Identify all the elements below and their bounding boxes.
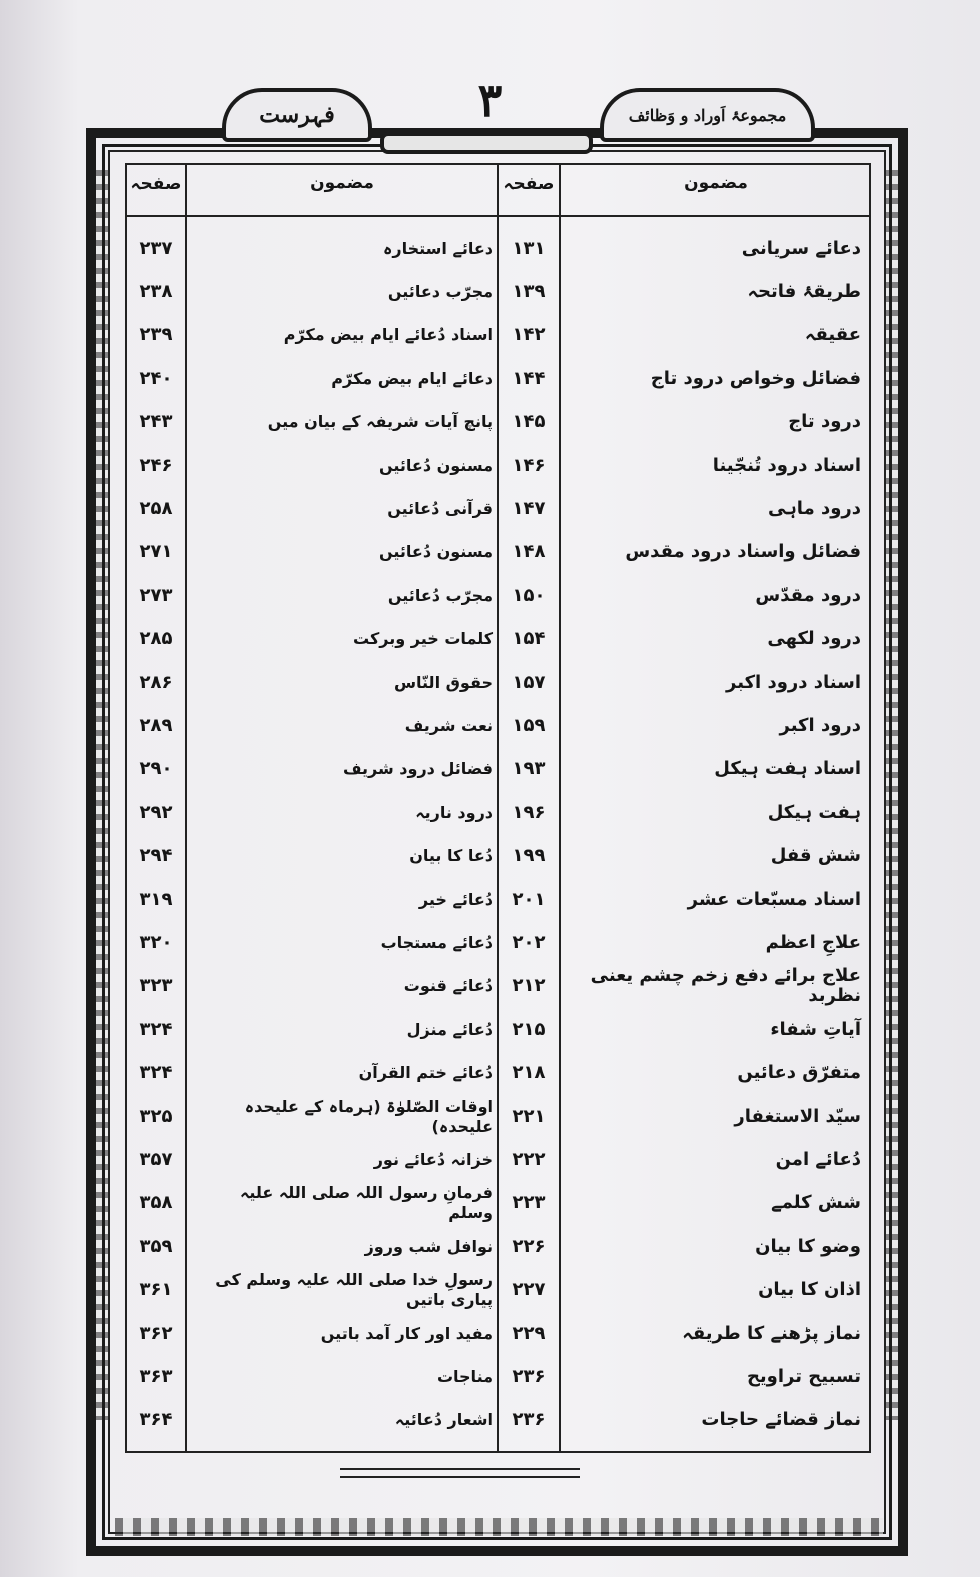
right-topic: طریقۂ فاتحہ <box>747 280 861 302</box>
left-topic: مجرّب دعائیں <box>387 281 493 301</box>
left-topic: رسولِ خدا صلی اللہ علیہ وسلم کی پیاری باتیں <box>215 1270 493 1310</box>
right-topic: اسناد ہفت ہیکل <box>714 758 861 780</box>
left-topic: کلمات خیر وبرکت <box>353 629 493 649</box>
left-page-number: ۲۹۲ <box>139 801 173 823</box>
right-topic: فضائل واسناد درود مقدس <box>625 541 861 563</box>
right-page-number: ۱۳۹ <box>512 280 546 302</box>
left-page-number: ۲۹۰ <box>139 758 173 780</box>
right-topic: درود مقدّس <box>755 584 861 606</box>
right-topic: شش کلمے <box>771 1192 861 1214</box>
right-page-number: ۱۵۹ <box>512 714 546 736</box>
right-page-number: ۱۴۲ <box>512 324 546 346</box>
table-row <box>127 704 869 747</box>
left-page-number: ۲۸۶ <box>139 671 173 693</box>
right-topic-header: مضمون <box>684 173 748 193</box>
left-page-number: ۳۲۴ <box>139 1062 173 1084</box>
left-page-number: ۲۳۸ <box>139 280 173 302</box>
left-topic: مناجات <box>436 1366 493 1386</box>
book-title: مجموعۂ اَوراد و وَظائف <box>600 88 815 142</box>
right-page-number: ۱۹۹ <box>512 845 546 867</box>
right-topic: آیاتِ شفاء <box>770 1018 861 1040</box>
table-row <box>127 618 869 661</box>
right-page-number: ۱۵۰ <box>512 584 546 606</box>
left-page-number: ۳۶۱ <box>139 1279 173 1301</box>
table-row <box>127 227 869 270</box>
left-topic: مفید اور کار آمد باتیں <box>320 1323 493 1343</box>
left-topic: اوقات الصّلوٰۃ (ہرماہ کے علیحدہ علیحدہ) <box>244 1096 493 1136</box>
right-topic: فضائل وخواص درود تاج <box>650 367 861 389</box>
left-topic: نعت شریف <box>404 715 493 735</box>
right-topic: درود ماہی <box>768 497 861 519</box>
left-topic: نوافل شب وروز <box>364 1236 493 1256</box>
left-topic: دُعائے ختم القرآن <box>358 1063 493 1083</box>
table-row <box>127 791 869 834</box>
right-page-number: ۱۴۷ <box>512 497 546 519</box>
right-page-number: ۱۹۳ <box>512 758 546 780</box>
header-ornament-bar <box>380 132 593 154</box>
left-topic: دُعا کا بیان <box>409 846 493 866</box>
right-topic: درود تاج <box>788 411 861 433</box>
contents-table <box>125 163 871 1453</box>
left-topic: پانچ آیات شریفہ کے بیان میں <box>267 412 493 432</box>
left-page-number: ۲۸۵ <box>139 628 173 650</box>
right-topic: اذان کا بیان <box>758 1279 861 1301</box>
right-page-number: ۲۲۶ <box>512 1235 546 1257</box>
right-topic: نماز پڑھنے کا طریقہ <box>682 1322 861 1344</box>
footer-ornament <box>340 1468 580 1478</box>
left-page-number: ۳۵۷ <box>139 1148 173 1170</box>
left-page-number: ۲۴۰ <box>139 367 173 389</box>
left-page-number: ۲۳۷ <box>139 237 173 259</box>
left-topic: دعائے استخارہ <box>383 238 493 258</box>
left-page-number: ۲۳۹ <box>139 324 173 346</box>
left-topic: قرآنی دُعائیں <box>387 498 493 518</box>
right-topic: اسناد درود تُنجّینا <box>712 454 861 476</box>
right-page-number: ۲۱۵ <box>512 1018 546 1040</box>
right-topic: نماز قضائے حاجات <box>701 1409 861 1431</box>
right-page-number: ۲۱۸ <box>512 1062 546 1084</box>
table-row <box>127 531 869 574</box>
left-page-number: ۳۱۹ <box>139 888 173 910</box>
right-page-number: ۱۵۷ <box>512 671 546 693</box>
left-topic: دُعائے مستجاب <box>380 932 493 952</box>
right-topic: اسناد درود اکبر <box>726 671 861 693</box>
table-row <box>127 1355 869 1398</box>
left-page-number: ۳۵۹ <box>139 1235 173 1257</box>
left-page-number: ۳۲۰ <box>139 931 173 953</box>
table-row <box>127 444 869 487</box>
page-number: ۳ <box>477 73 503 127</box>
table-row <box>127 270 869 313</box>
table-row <box>127 487 869 530</box>
table-row <box>127 1008 869 1051</box>
left-topic-header: مضمون <box>310 173 374 193</box>
left-page-number: ۳۲۳ <box>139 975 173 997</box>
right-topic: تسبیح تراویح <box>746 1365 861 1387</box>
table-row <box>127 1182 869 1225</box>
left-page-number: ۳۶۳ <box>139 1365 173 1387</box>
table-row <box>127 1052 869 1095</box>
left-topic: حقوق النّاس <box>393 672 493 692</box>
right-topic: دعائے سریانی <box>741 237 861 259</box>
left-page-number: ۳۲۴ <box>139 1018 173 1040</box>
table-row <box>127 878 869 921</box>
right-page-number: ۱۴۵ <box>512 411 546 433</box>
left-topic: اسناد دُعائے ایام بیض مکرّم <box>283 325 493 345</box>
right-topic: دُعائے امن <box>775 1148 861 1170</box>
left-page-header: صفحہ <box>130 174 182 194</box>
left-topic: فضائل درود شریف <box>342 759 493 779</box>
right-page-number: ۲۲۲ <box>512 1148 546 1170</box>
left-topic: اشعار دُعائیہ <box>394 1410 493 1430</box>
table-row <box>127 1225 869 1268</box>
left-page-number: ۳۶۲ <box>139 1322 173 1344</box>
right-page-number: ۲۱۲ <box>512 975 546 997</box>
left-topic: درود ناریہ <box>415 802 493 822</box>
right-topic: درود لکھی <box>767 628 861 650</box>
right-page-header: صفحہ <box>503 174 555 194</box>
right-topic: وضو کا بیان <box>755 1235 861 1257</box>
left-page-number: ۲۷۳ <box>139 584 173 606</box>
table-row <box>127 401 869 444</box>
table-row <box>127 574 869 617</box>
right-topic: علاج برائے دفع زخم چشم یعنی نظربد <box>590 965 861 1007</box>
right-page-number: ۲۲۳ <box>512 1192 546 1214</box>
left-page-number: ۳۶۴ <box>139 1409 173 1431</box>
left-page-number: ۲۹۴ <box>139 845 173 867</box>
table-row <box>127 921 869 964</box>
right-page-number: ۲۲۹ <box>512 1322 546 1344</box>
left-topic: دُعائے خیر <box>418 889 493 909</box>
right-page-number: ۲۳۶ <box>512 1365 546 1387</box>
table-row <box>127 1399 869 1442</box>
left-page-number: ۲۴۳ <box>139 411 173 433</box>
left-topic: مسنون دُعائیں <box>378 455 493 475</box>
table-row <box>127 357 869 400</box>
right-page-number: ۲۰۱ <box>512 888 546 910</box>
table-row <box>127 835 869 878</box>
left-topic: خزانہ دُعائے نور <box>373 1149 493 1169</box>
left-topic: مجرّب دُعائیں <box>387 585 493 605</box>
left-topic: فرمانِ رسول اللہ صلی اللہ علیہ وسلم <box>239 1183 493 1223</box>
right-page-number: ۲۳۶ <box>512 1409 546 1431</box>
right-topic: علاجِ اعظم <box>765 931 861 953</box>
right-page-number: ۱۴۶ <box>512 454 546 476</box>
left-page-number: ۲۴۶ <box>139 454 173 476</box>
section-title: فہرست <box>222 88 372 142</box>
right-topic: عقیقہ <box>804 324 861 346</box>
right-page-number: ۲۲۷ <box>512 1279 546 1301</box>
bottom-ornamental-border <box>115 1518 883 1536</box>
left-topic: دعائے ایام بیض مکرّم <box>331 368 493 388</box>
table-row <box>127 965 869 1008</box>
left-page-number: ۲۵۸ <box>139 497 173 519</box>
right-page-number: ۱۴۴ <box>512 367 546 389</box>
right-topic: ہفت ہیکل <box>767 801 861 823</box>
table-row <box>127 314 869 357</box>
table-row <box>127 748 869 791</box>
header-divider <box>127 215 869 217</box>
left-page-number: ۲۸۹ <box>139 714 173 736</box>
right-topic: درود اکبر <box>779 714 861 736</box>
left-page-number: ۳۲۵ <box>139 1105 173 1127</box>
right-page-number: ۱۵۴ <box>512 628 546 650</box>
right-page-number: ۱۴۸ <box>512 541 546 563</box>
table-row <box>127 661 869 704</box>
left-topic: مسنون دُعائیں <box>378 542 493 562</box>
table-row <box>127 1138 869 1181</box>
right-page-number: ۱۳۱ <box>512 237 546 259</box>
right-page-number: ۱۹۶ <box>512 801 546 823</box>
right-topic: اسناد مسبّعات عشر <box>687 888 861 910</box>
table-row <box>127 1095 869 1138</box>
right-topic: متفرّق دعائیں <box>737 1062 861 1084</box>
right-topic: شش قفل <box>770 845 861 867</box>
table-row <box>127 1269 869 1312</box>
left-page-number: ۲۷۱ <box>139 541 173 563</box>
right-page-number: ۲۲۱ <box>512 1105 546 1127</box>
right-topic: سیّد الاستغفار <box>734 1105 861 1127</box>
left-topic: دُعائے قنوت <box>403 976 493 996</box>
left-topic: دُعائے منزل <box>406 1019 493 1039</box>
right-page-number: ۲۰۲ <box>512 931 546 953</box>
left-page-number: ۳۵۸ <box>139 1192 173 1214</box>
table-row <box>127 1312 869 1355</box>
